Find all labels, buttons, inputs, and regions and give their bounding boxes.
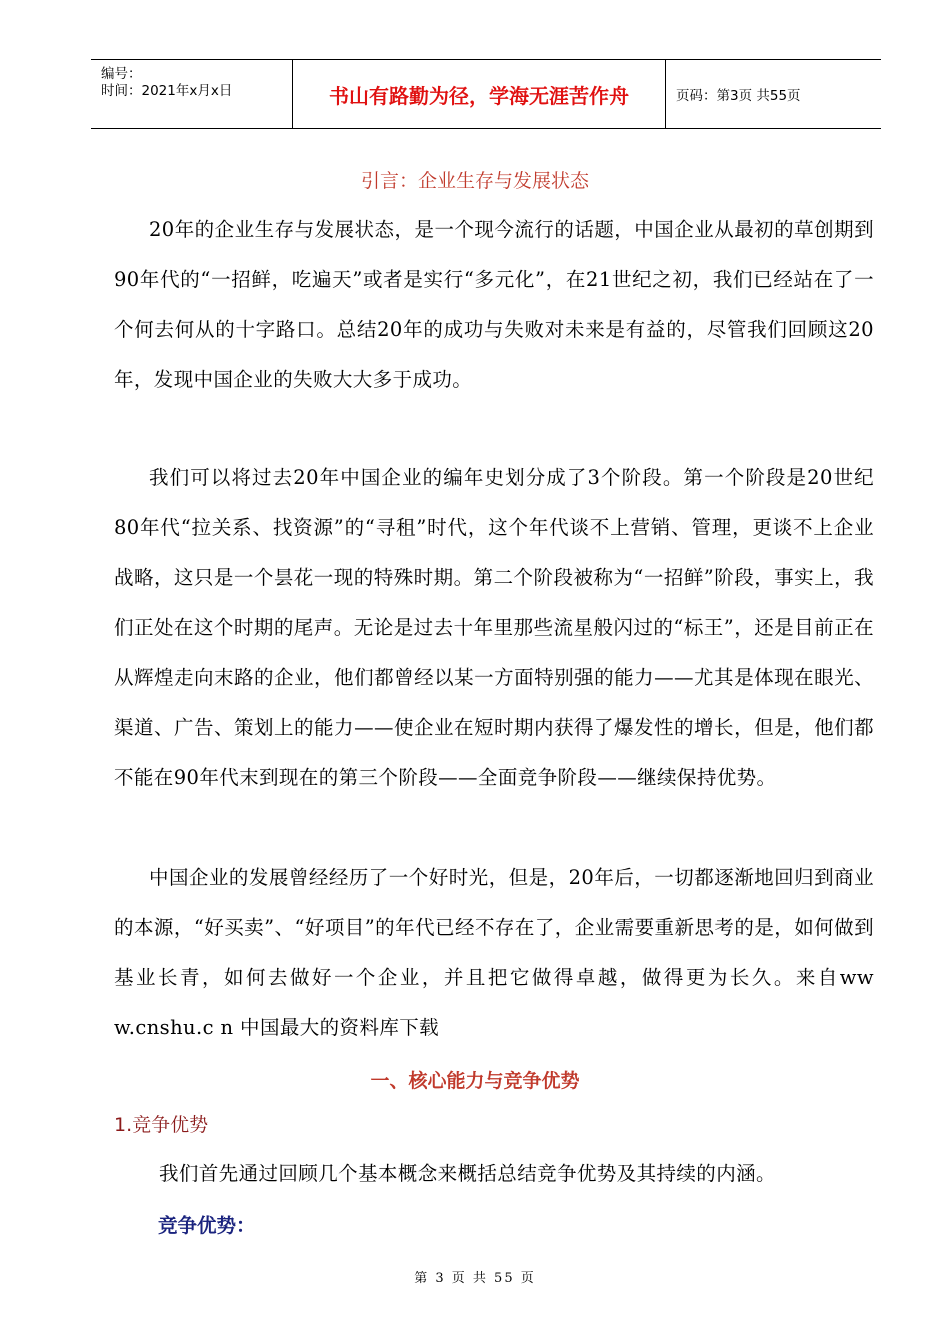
section-1-title: 一、核心能力与竞争优势 — [370, 1070, 580, 1092]
intro-paragraph-1: 20年的企业生存与发展状态，是一个现今流行的话题，中国企业从最初的草创期到90年代的“一招鲜，吃遍天”或者是实行“多元化”，在21世纪之初，我们已经站在了一个何去何从的十字路口。总结20年的成功与失败对未来是有益的，尽管我们回顾这20年，发现中国企业的失败大大多于成功。 — [114, 218, 874, 391]
page-footer: 第 3 页 共 55 页 — [414, 1271, 536, 1286]
document-date-label: 时间：2021年x月x日 — [101, 83, 233, 99]
header-motto: 书山有路勤为径，学海无涯苦作舟 — [293, 60, 666, 128]
intro-title: 引言：企业生存与发展状态 — [360, 170, 589, 192]
intro-paragraph-3: 中国企业的发展曾经经历了一个好时光，但是，20年后，一切都逐渐地回归到商业的本源，“好买卖”、“好项目”的年代已经不存在了，企业需要重新思考的是，如何做到基业长青，如何去做好一个企业，并且把它做得卓越，做得更为长久。来自ww w.cnshu.c n 中国最大的资料库下载 — [114, 866, 874, 1039]
header-page-label: 页码：第3页 共55页 — [676, 88, 801, 104]
subsection-title: 1.竞争优势 — [114, 1114, 209, 1136]
bold-heading: 竞争优势： — [158, 1214, 256, 1237]
header-table — [91, 59, 881, 129]
intro-paragraph-2: 我们可以将过去20年中国企业的编年史划分成了3个阶段。第一个阶段是20世纪80年代“拉关系、找资源”的“寻租”时代，这个年代谈不上营销、管理，更谈不上企业战略，这只是一个昙花一现的特殊时期。第二个阶段被称为“一招鲜”阶段，事实上，我们正处在这个时期的尾声。无论是过去十年里那些流星般闪过的“标王”，还是目前正在从辉煌走向末路的企业，他们都曾经以某一方面特别强的能力——尤其是体现在眼光、渠道、广告、策划上的能力——使企业在短时期内获得了爆发性的增长，但是，他们都不能在90年代末到现在的第三个阶段——全面竞争阶段——继续保持优势。 — [114, 466, 874, 789]
document-number-label: 编号： — [101, 66, 142, 82]
header-meta-cell — [91, 60, 293, 128]
section-1-paragraph: 我们首先通过回顾几个基本概念来概括总结竞争优势及其持续的内涵。 — [159, 1162, 776, 1185]
